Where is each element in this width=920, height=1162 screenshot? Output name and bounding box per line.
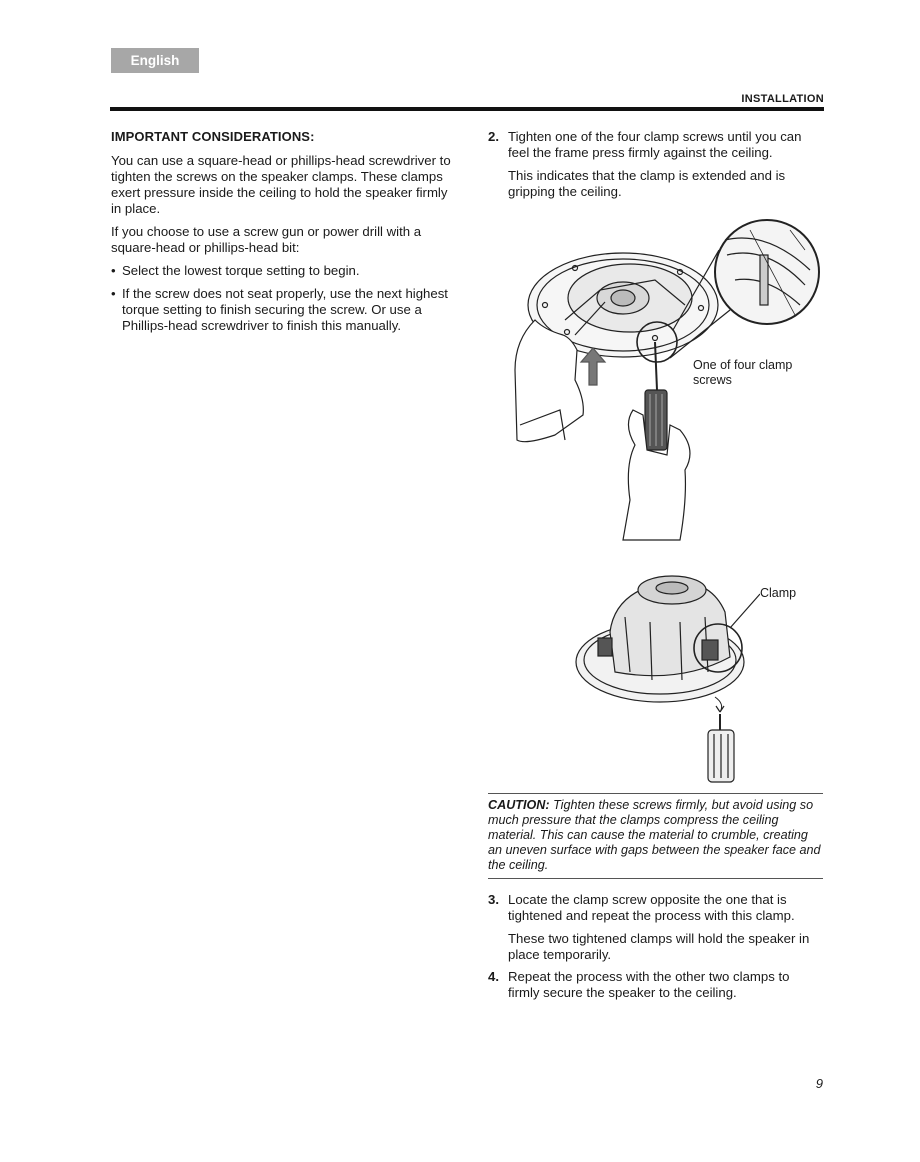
important-considerations <box>111 129 451 341</box>
caution-box <box>488 793 823 879</box>
step-note: This indicates that the clamp is extended and is gripping the ceiling. <box>508 168 786 199</box>
step-text: Repeat the process with the other two clamps to firmly secure the speaker to the ceiling. <box>508 969 790 1000</box>
step-number: 2. <box>488 129 499 144</box>
considerations-list <box>111 263 451 334</box>
caution-label: CAUTION: <box>488 798 550 812</box>
clamp-detail-illustration <box>570 572 760 792</box>
step-note: These two tightened clamps will hold the speaker in place temporarily. <box>508 931 810 962</box>
list-item: • If the screw does not seat properly, use the next highest torque setting to finish securing the screw. Or use a Phillips-head screwdriver to finish this manually. <box>111 286 451 334</box>
section-title: INSTALLATION <box>741 93 824 105</box>
considerations-para-2: If you choose to use a screw gun or power drill with a square-head or phillips-head bit: <box>111 224 422 255</box>
figure-1-callout: One of four clamp screws <box>693 358 793 387</box>
caution-text: Tighten these screws firmly, but avoid using so much pressure that the clamps compress the ceiling material. This can cause the material to crumble, creating an uneven surface with gaps between the speaker face and the ceiling. <box>488 798 821 872</box>
language-tab[interactable]: English <box>111 48 199 73</box>
header-rule <box>110 107 824 111</box>
step-text: Locate the clamp screw opposite the one that is tightened and repeat the process with this clamp. <box>508 892 795 923</box>
step-3 <box>488 892 824 970</box>
list-item: • Select the lowest torque setting to begin. <box>111 263 451 279</box>
step-text: Tighten one of the four clamp screws until you can feel the frame press firmly against the ceiling. <box>508 129 802 160</box>
step-number: 4. <box>488 969 499 984</box>
considerations-heading: IMPORTANT CONSIDERATIONS: <box>111 129 315 144</box>
considerations-para-1: You can use a square-head or phillips-head screwdriver to tighten the screws on the speaker clamps. These clamps exert pressure inside the ceiling to hold the speaker firmly in place. <box>111 153 451 216</box>
step-4 <box>488 969 824 1008</box>
page-number: 9 <box>815 1076 823 1091</box>
figure-2-callout: Clamp <box>760 586 797 600</box>
step-2 <box>488 129 824 207</box>
step-number: 3. <box>488 892 499 907</box>
